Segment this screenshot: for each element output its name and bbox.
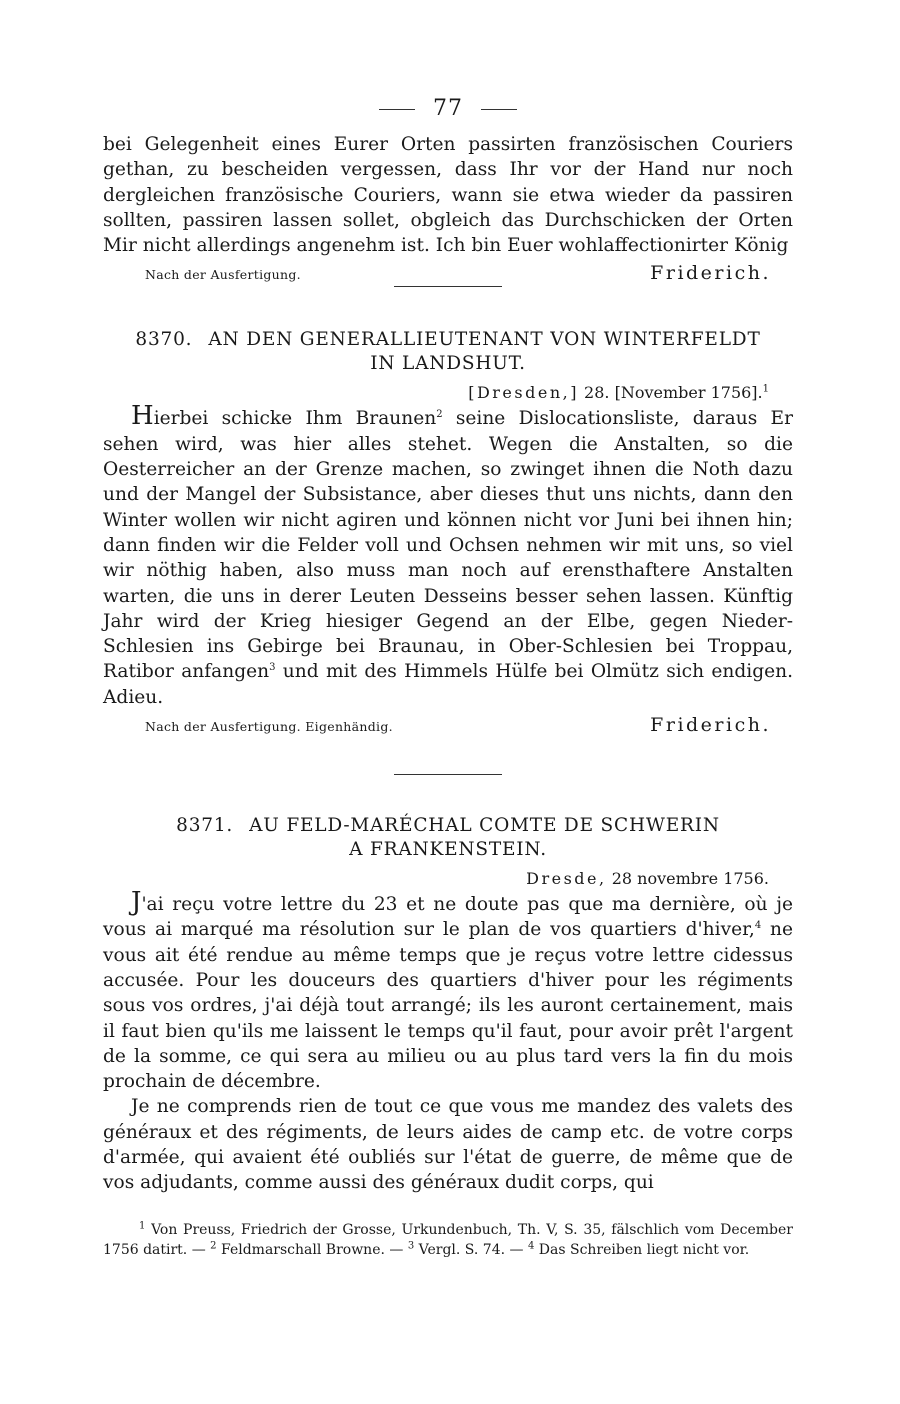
letter-8370-text-a: ierbei schicke Ihm Braunen (153, 408, 437, 430)
letter-8370-text-c: und mit des Himmels Hülfe bei Olmütz sich endigen. Adieu. (103, 661, 794, 708)
footnote-marker-3: 3 (407, 1239, 415, 1251)
footnote-marker-1: 1 (139, 1219, 146, 1231)
letter-8370-heading-line2: IN LANDSHUT. (370, 353, 526, 375)
letter-8371-number: 8371. (176, 815, 234, 837)
letter-8371-dropcap: J (131, 887, 142, 918)
letter-8370-number: 8370. (135, 329, 193, 351)
header-dash-right (481, 109, 517, 110)
letter-8371-heading-line1 (103, 814, 793, 838)
letter-8371-addressee: AU FELD-MARÉCHAL COMTE DE SCHWERIN (249, 815, 720, 837)
footnote-marker-4: 4 (527, 1239, 535, 1251)
letter-8370-meta (103, 714, 793, 736)
letter-8370-text-b: seine Dislocationsliste, daraus Er sehen wird, was hier alles stehet. Wegen die Anstalten, so die Oesterreicher an der Grenze machen, so zwinget ihnen die Noth dazu und der Mangel der Subsistance, aber dieses thut uns nichts, dann den Winter wollen wir nicht agiren und können nicht vor Juni bei ihnen hin; dann finden wir die Felder voll und Ochsen nehmen wir mit uns, so viel wir nöthig haben, also muss man noch auf erensthaftere Anstalten warten, die uns in derer Leuten Desseins besser sehen lassen. Künftig Jahr wird der Krieg hiesiger Gegend an der Elbe, gegen Nieder-Schlesien ins Gebirge bei Braunau, in Ober-Schlesien bei Troppau, Ratibor anfangen (103, 408, 793, 683)
footnote-2: Feldmarschall Browne. — (216, 1241, 408, 1258)
footnote-3: Vergl. S. 74. — (414, 1241, 528, 1258)
document-page (103, 96, 793, 1260)
letter-8371-dateline (103, 868, 793, 890)
letter-8370-dropcap: H (131, 401, 154, 432)
continuation-source: Nach der Ausfertigung. (145, 267, 301, 283)
letter-8371-paragraph-2: Je ne comprends rien de tout ce que vous me mandez des valets des généraux et des régiments, de leurs aides de camp etc. de votre corps d'armée, qui avaient été oubliés sur l'état de guerre, de même que de vos adjudants, comme aussi des généraux dudit corps, qui (103, 1096, 793, 1194)
letter-8370-date: 28. [November 1756]. (584, 383, 763, 403)
letter-8371-date-place: Dresde, (526, 869, 607, 889)
footnote-ref-4: 4 (754, 920, 762, 932)
footnote-ref-2: 2 (436, 409, 443, 421)
letter-8371-text-a: 'ai reçu votre lettre du 23 et ne doute pas que ma dernière, où je vous ai marqué ma résolution sur le plan de vos quartiers d'hiver, (103, 894, 793, 941)
footnote-4: Das Schreiben liegt nicht vor. (534, 1241, 750, 1258)
letter-8371-body (103, 887, 794, 1196)
separator-rule (394, 774, 502, 775)
separator-rule (394, 286, 502, 287)
letter-8371-text-b: ne vous ait été rendue au même temps que je reçus votre lettre cidessus accusée. Pour les douceurs des quartiers d'hiver pour les régiments sous vos ordres, j'ai déjà tout arrangé; ils les auront certainement, mais il faut bien qu'ils me laissent le temps qu'il faut, pour avoir prêt l'argent de la somme, ce qui sera au milieu ou au plus tard vers la fin du mois prochain de décembre. (103, 919, 794, 1093)
page-number: 77 (433, 96, 463, 121)
letter-8371-heading (103, 814, 793, 862)
footnote-1: Von Preuss, Friedrich der Grosse, Urkundenbuch, Th. V, S. 35, fälschlich vom December 1756 datirt. — (103, 1221, 793, 1258)
letter-8370-dateline (103, 382, 793, 404)
continuation-text: bei Gelegenheit eines Eurer Orten passirten französischen Couriers gethan, zu bescheiden vergessen, dass Ihr vor der Hand nur noch dergleichen französische Couriers, wann sie etwa wieder da passiren sollten, passiren lassen sollet, obgleich das Durchschicken der Orten Mir nicht allerdings angenehm ist. Ich bin Euer wohlaffectionirter König (103, 134, 793, 257)
letter-8370-heading (103, 328, 793, 376)
letter-8371-date: 28 novembre 1756. (611, 869, 769, 889)
continuation-signature: Friderich. (650, 262, 771, 285)
footnote-marker-2: 2 (210, 1239, 217, 1251)
footnote-ref-3: 3 (269, 662, 276, 674)
continuation-paragraph (103, 132, 793, 258)
letter-8371-paragraph-1 (103, 887, 794, 1094)
letter-8370-heading-line1 (103, 328, 793, 352)
letter-8370-addressee: AN DEN GENERALLIEUTENANT VON WINTERFELDT (208, 329, 761, 351)
letter-8370-body (103, 401, 794, 710)
header-dash-left (379, 109, 415, 110)
footnote-ref-1: 1 (762, 384, 769, 396)
letter-8370-paragraph (103, 401, 794, 710)
letter-8370-date-place: [Dresden,] (468, 383, 579, 403)
letter-8370-source: Nach der Ausfertigung. Eigenhändig. (145, 719, 393, 735)
letter-8371-heading-line2: A FRANKENSTEIN. (349, 839, 547, 861)
page-header (103, 96, 793, 132)
letter-8370-signature: Friderich. (650, 714, 771, 737)
continuation-meta (103, 262, 793, 284)
footnotes (103, 1220, 793, 1260)
footnote-text (103, 1220, 793, 1260)
